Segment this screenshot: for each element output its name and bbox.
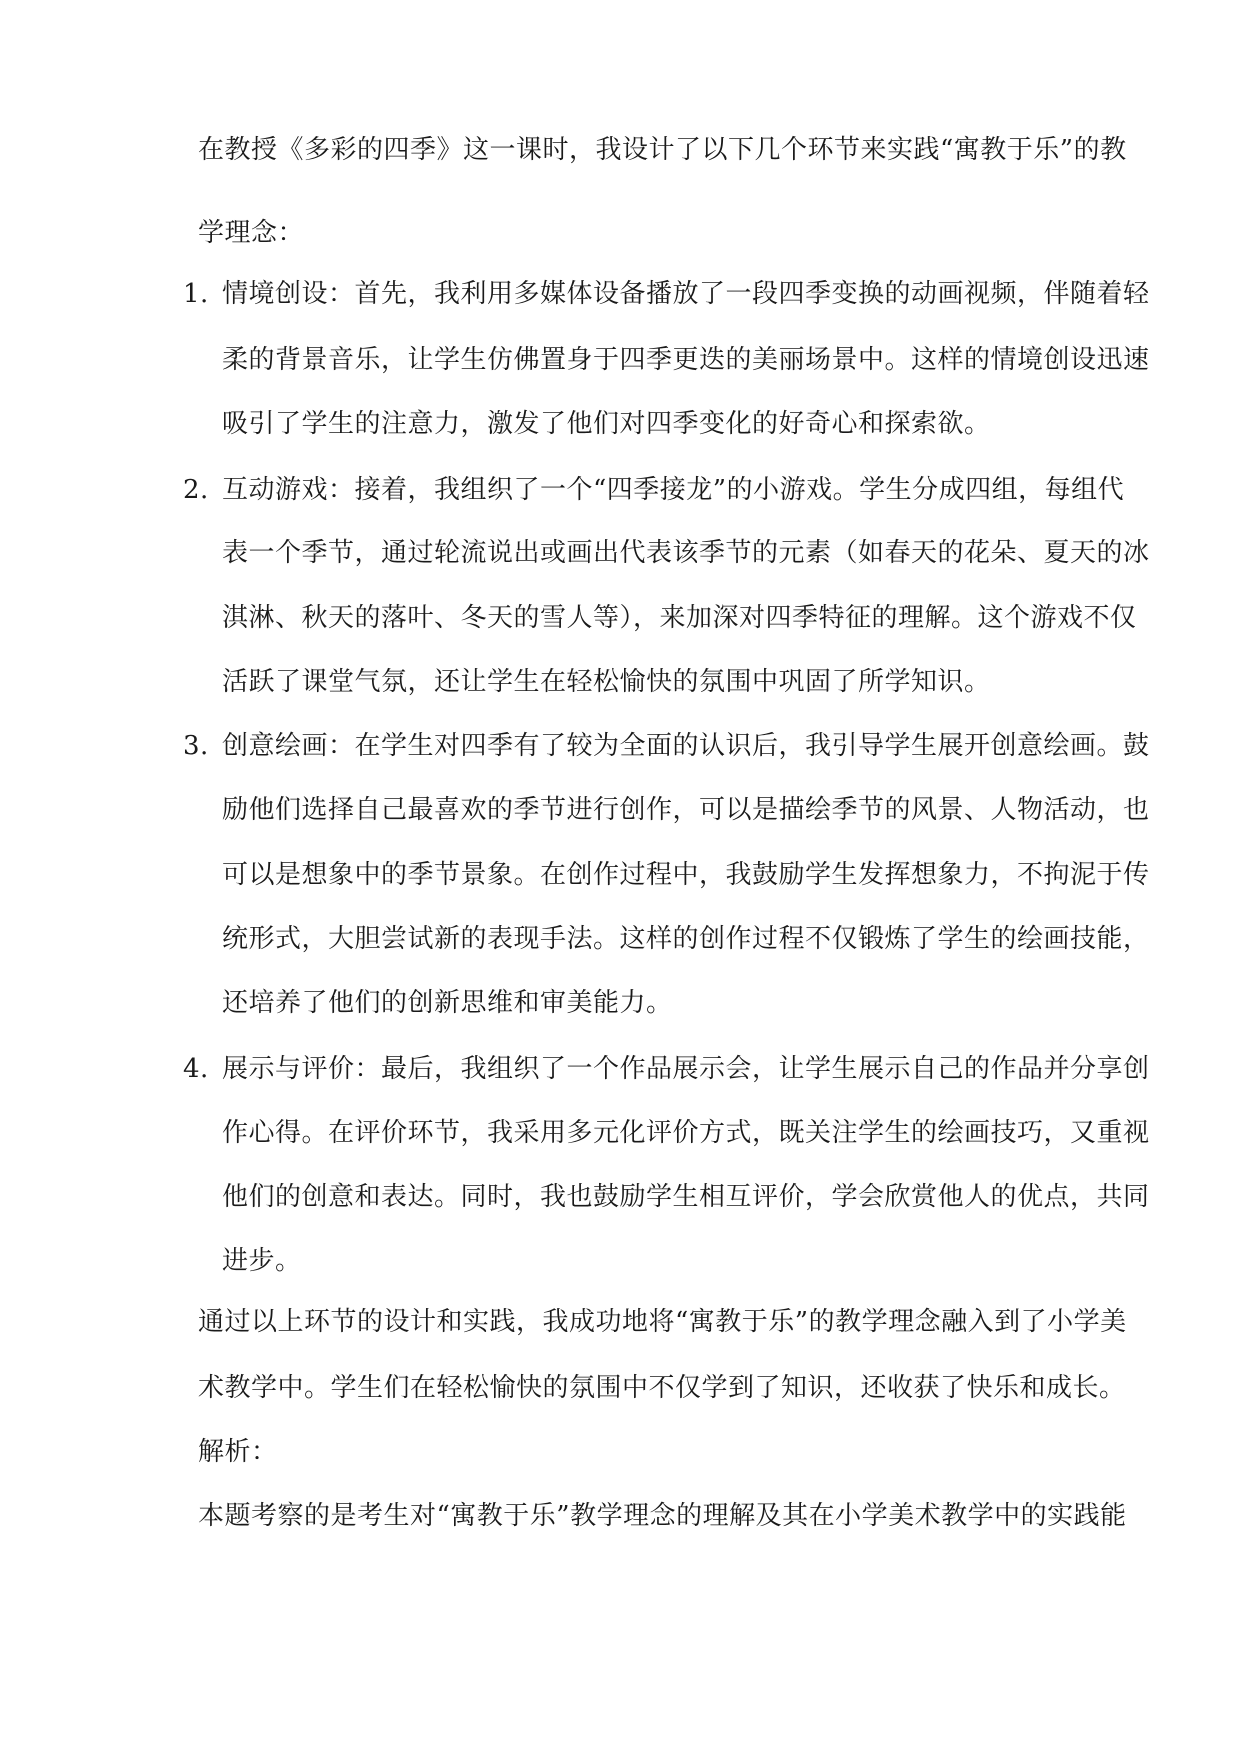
analysis-line-1: 本题考察的是考生对“寓教于乐”教学理念的理解及其在小学美术教学中的实践能	[198, 1501, 1127, 1531]
item-2-line-3: 淇淋、秋天的落叶、冬天的雪人等），来加深对四季特征的理解。这个游戏不仅	[222, 603, 1137, 633]
item-2-line-4: 活跃了课堂气氛，还让学生在轻松愉快的氛围中巩固了所学知识。	[222, 667, 991, 697]
item-2-number: 2.	[183, 475, 209, 505]
item-3-line-4: 统形式，大胆尝试新的表现手法。这样的创作过程不仅锻炼了学生的绘画技能，	[222, 924, 1150, 954]
analysis-heading: 解析：	[198, 1437, 278, 1467]
item-3-line-2: 励他们选择自己最喜欢的季节进行创作，可以是描绘季节的风景、人物活动，也	[222, 795, 1150, 825]
item-1-number: 1.	[183, 279, 209, 309]
intro-line-2: 学理念：	[198, 218, 305, 248]
item-4-line-2: 作心得。在评价环节，我采用多元化评价方式，既关注学生的绘画技巧，又重视	[222, 1118, 1150, 1148]
conclusion-line-1: 通过以上环节的设计和实践，我成功地将“寓教于乐”的教学理念融入到了小学美	[198, 1307, 1127, 1337]
item-3-line-5: 还培养了他们的创新思维和审美能力。	[222, 988, 673, 1018]
intro-line-1: 在教授《多彩的四季》这一课时，我设计了以下几个环节来实践“寓教于乐”的教	[198, 135, 1127, 165]
item-3-line-1: 创意绘画：在学生对四季有了较为全面的认识后，我引导学生展开创意绘画。鼓	[222, 731, 1150, 761]
item-1-line-3: 吸引了学生的注意力，激发了他们对四季变化的好奇心和探索欲。	[222, 409, 991, 439]
item-3-number: 3.	[183, 731, 209, 761]
item-1-line-1: 情境创设：首先，我利用多媒体设备播放了一段四季变换的动画视频，伴随着轻	[222, 279, 1150, 309]
item-4-line-1: 展示与评价：最后，我组织了一个作品展示会，让学生展示自己的作品并分享创	[222, 1054, 1150, 1084]
item-1-line-2: 柔的背景音乐，让学生仿佛置身于四季更迭的美丽场景中。这样的情境创设迅速	[222, 345, 1150, 375]
item-2-line-2: 表一个季节，通过轮流说出或画出代表该季节的元素（如春天的花朵、夏天的冰	[222, 538, 1150, 568]
item-4-number: 4.	[183, 1054, 209, 1084]
item-4-line-3: 他们的创意和表达。同时，我也鼓励学生相互评价，学会欣赏他人的优点，共同	[222, 1182, 1150, 1212]
item-2-line-1: 互动游戏：接着，我组织了一个“四季接龙”的小游戏。学生分成四组，每组代	[222, 475, 1125, 505]
conclusion-line-2: 术教学中。学生们在轻松愉快的氛围中不仅学到了知识，还收获了快乐和成长。	[198, 1373, 1126, 1403]
item-3-line-3: 可以是想象中的季节景象。在创作过程中，我鼓励学生发挥想象力，不拘泥于传	[222, 860, 1150, 890]
item-4-line-4: 进步。	[222, 1246, 302, 1276]
